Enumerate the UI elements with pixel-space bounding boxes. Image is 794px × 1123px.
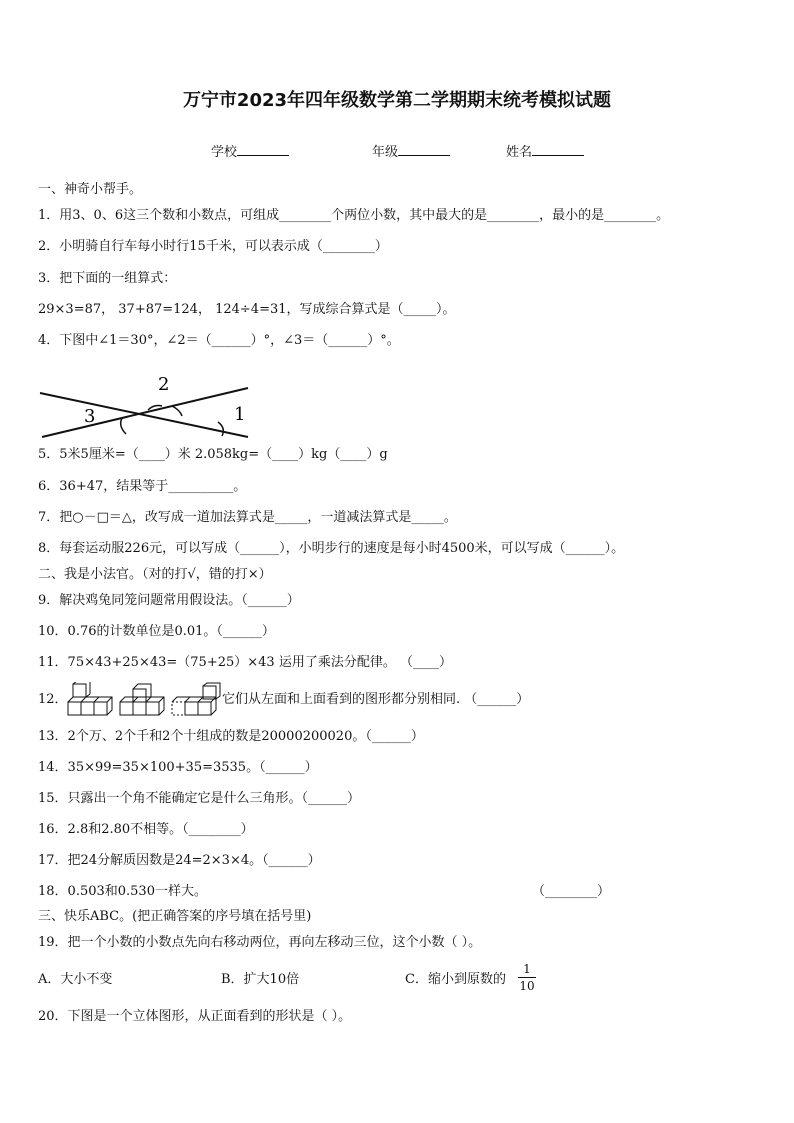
question-11: 11．75×43+25×43=（75+25）×43 运用了乘法分配律。 （____） xyxy=(38,655,452,670)
question-18-answer-blank: （________） xyxy=(532,884,611,899)
question-19-option-c: C．缩小到原数的 xyxy=(405,972,506,987)
page-title: 万宁市2023年四年级数学第二学期期末统考模拟试题 xyxy=(182,90,612,111)
name-label: 姓名 xyxy=(506,145,533,160)
question-6: 6．36+47，结果等于__________。 xyxy=(38,479,247,494)
question-1: 1．用3、0、6这三个数和小数点，可组成________个两位小数，其中最大的是________，最小的是________。 xyxy=(38,208,670,223)
fraction-bar xyxy=(518,977,536,978)
question-7: 7．把○－□＝△，改写成一道加法算式是_____，一道减法算式是_____。 xyxy=(38,510,457,525)
grade-field xyxy=(372,141,450,160)
question-15: 15．只露出一个角不能确定它是什么三角形。（______） xyxy=(38,791,361,806)
angle-figure xyxy=(36,370,256,440)
question-14: 14．35×99=35×100+35=3535。（______） xyxy=(38,760,318,775)
question-3-formulas: 29×3=87， 37+87=124， 124÷4=31，写成综合算式是（_____）。 xyxy=(38,302,456,317)
question-17: 17．把24分解质因数是24=2×3×4。（______） xyxy=(38,853,321,868)
question-12-number: 12． xyxy=(38,692,68,707)
fraction-one-tenth xyxy=(518,962,536,993)
question-13: 13．2个万、2个千和2个十组成的数是20000200020。（______） xyxy=(38,729,424,744)
question-19-option-a: A．大小不变 xyxy=(38,972,113,987)
question-10: 10．0.76的计数单位是0.01。（______） xyxy=(38,624,275,639)
angle-3-label: 3 xyxy=(84,406,96,427)
school-label: 学校 xyxy=(211,145,238,160)
question-2: 2．小明骑自行车每小时行15千米，可以表示成（________） xyxy=(38,239,388,254)
name-field xyxy=(506,141,584,160)
question-16: 16．2.8和2.80不相等。（________） xyxy=(38,822,254,837)
school-field xyxy=(211,141,289,160)
question-3: 3．把下面的一组算式： xyxy=(38,271,177,286)
fraction-denominator: 10 xyxy=(519,979,535,993)
question-8: 8．每套运动服226元，可以写成（______），小明步行的速度是每小时4500米，可以写成（______）。 xyxy=(38,541,625,556)
angle-1-label: 1 xyxy=(234,404,246,425)
question-5: 5．5米5厘米=（____）米 2.058kg=（____）kg（____）g xyxy=(38,447,388,462)
fraction-numerator: 1 xyxy=(523,962,531,976)
grade-blank[interactable] xyxy=(398,143,450,156)
question-19: 19．把一个小数的小数点先向右移动两位，再向左移动三位，这个小数（ ）。 xyxy=(38,935,482,950)
section-2-heading: 二、我是小法官。（对的打√，错的打×） xyxy=(38,567,272,582)
name-blank[interactable] xyxy=(532,143,584,156)
question-4: 4．下图中∠1＝30°，∠2＝（______）°，∠3＝（______）°。 xyxy=(38,333,400,348)
section-3-heading: 三、快乐ABC。(把正确答案的序号填在括号里) xyxy=(38,909,312,924)
section-1-heading: 一、神奇小帮手。 xyxy=(38,182,143,197)
question-20: 20．下图是一个立体图形，从正面看到的形状是（ ）。 xyxy=(38,1009,352,1024)
question-19-option-b: B．扩大10倍 xyxy=(221,972,300,987)
grade-label: 年级 xyxy=(372,145,399,160)
angle-2-label: 2 xyxy=(158,374,170,395)
question-9: 9．解决鸡兔同笼问题常用假设法。（______） xyxy=(38,593,300,608)
school-blank[interactable] xyxy=(237,143,289,156)
question-12-text: 它们从左面和上面看到的图形都分别相同. （______） xyxy=(222,692,530,707)
cube-figures xyxy=(66,682,222,718)
question-18: 18．0.503和0.530一样大。 xyxy=(38,884,207,899)
